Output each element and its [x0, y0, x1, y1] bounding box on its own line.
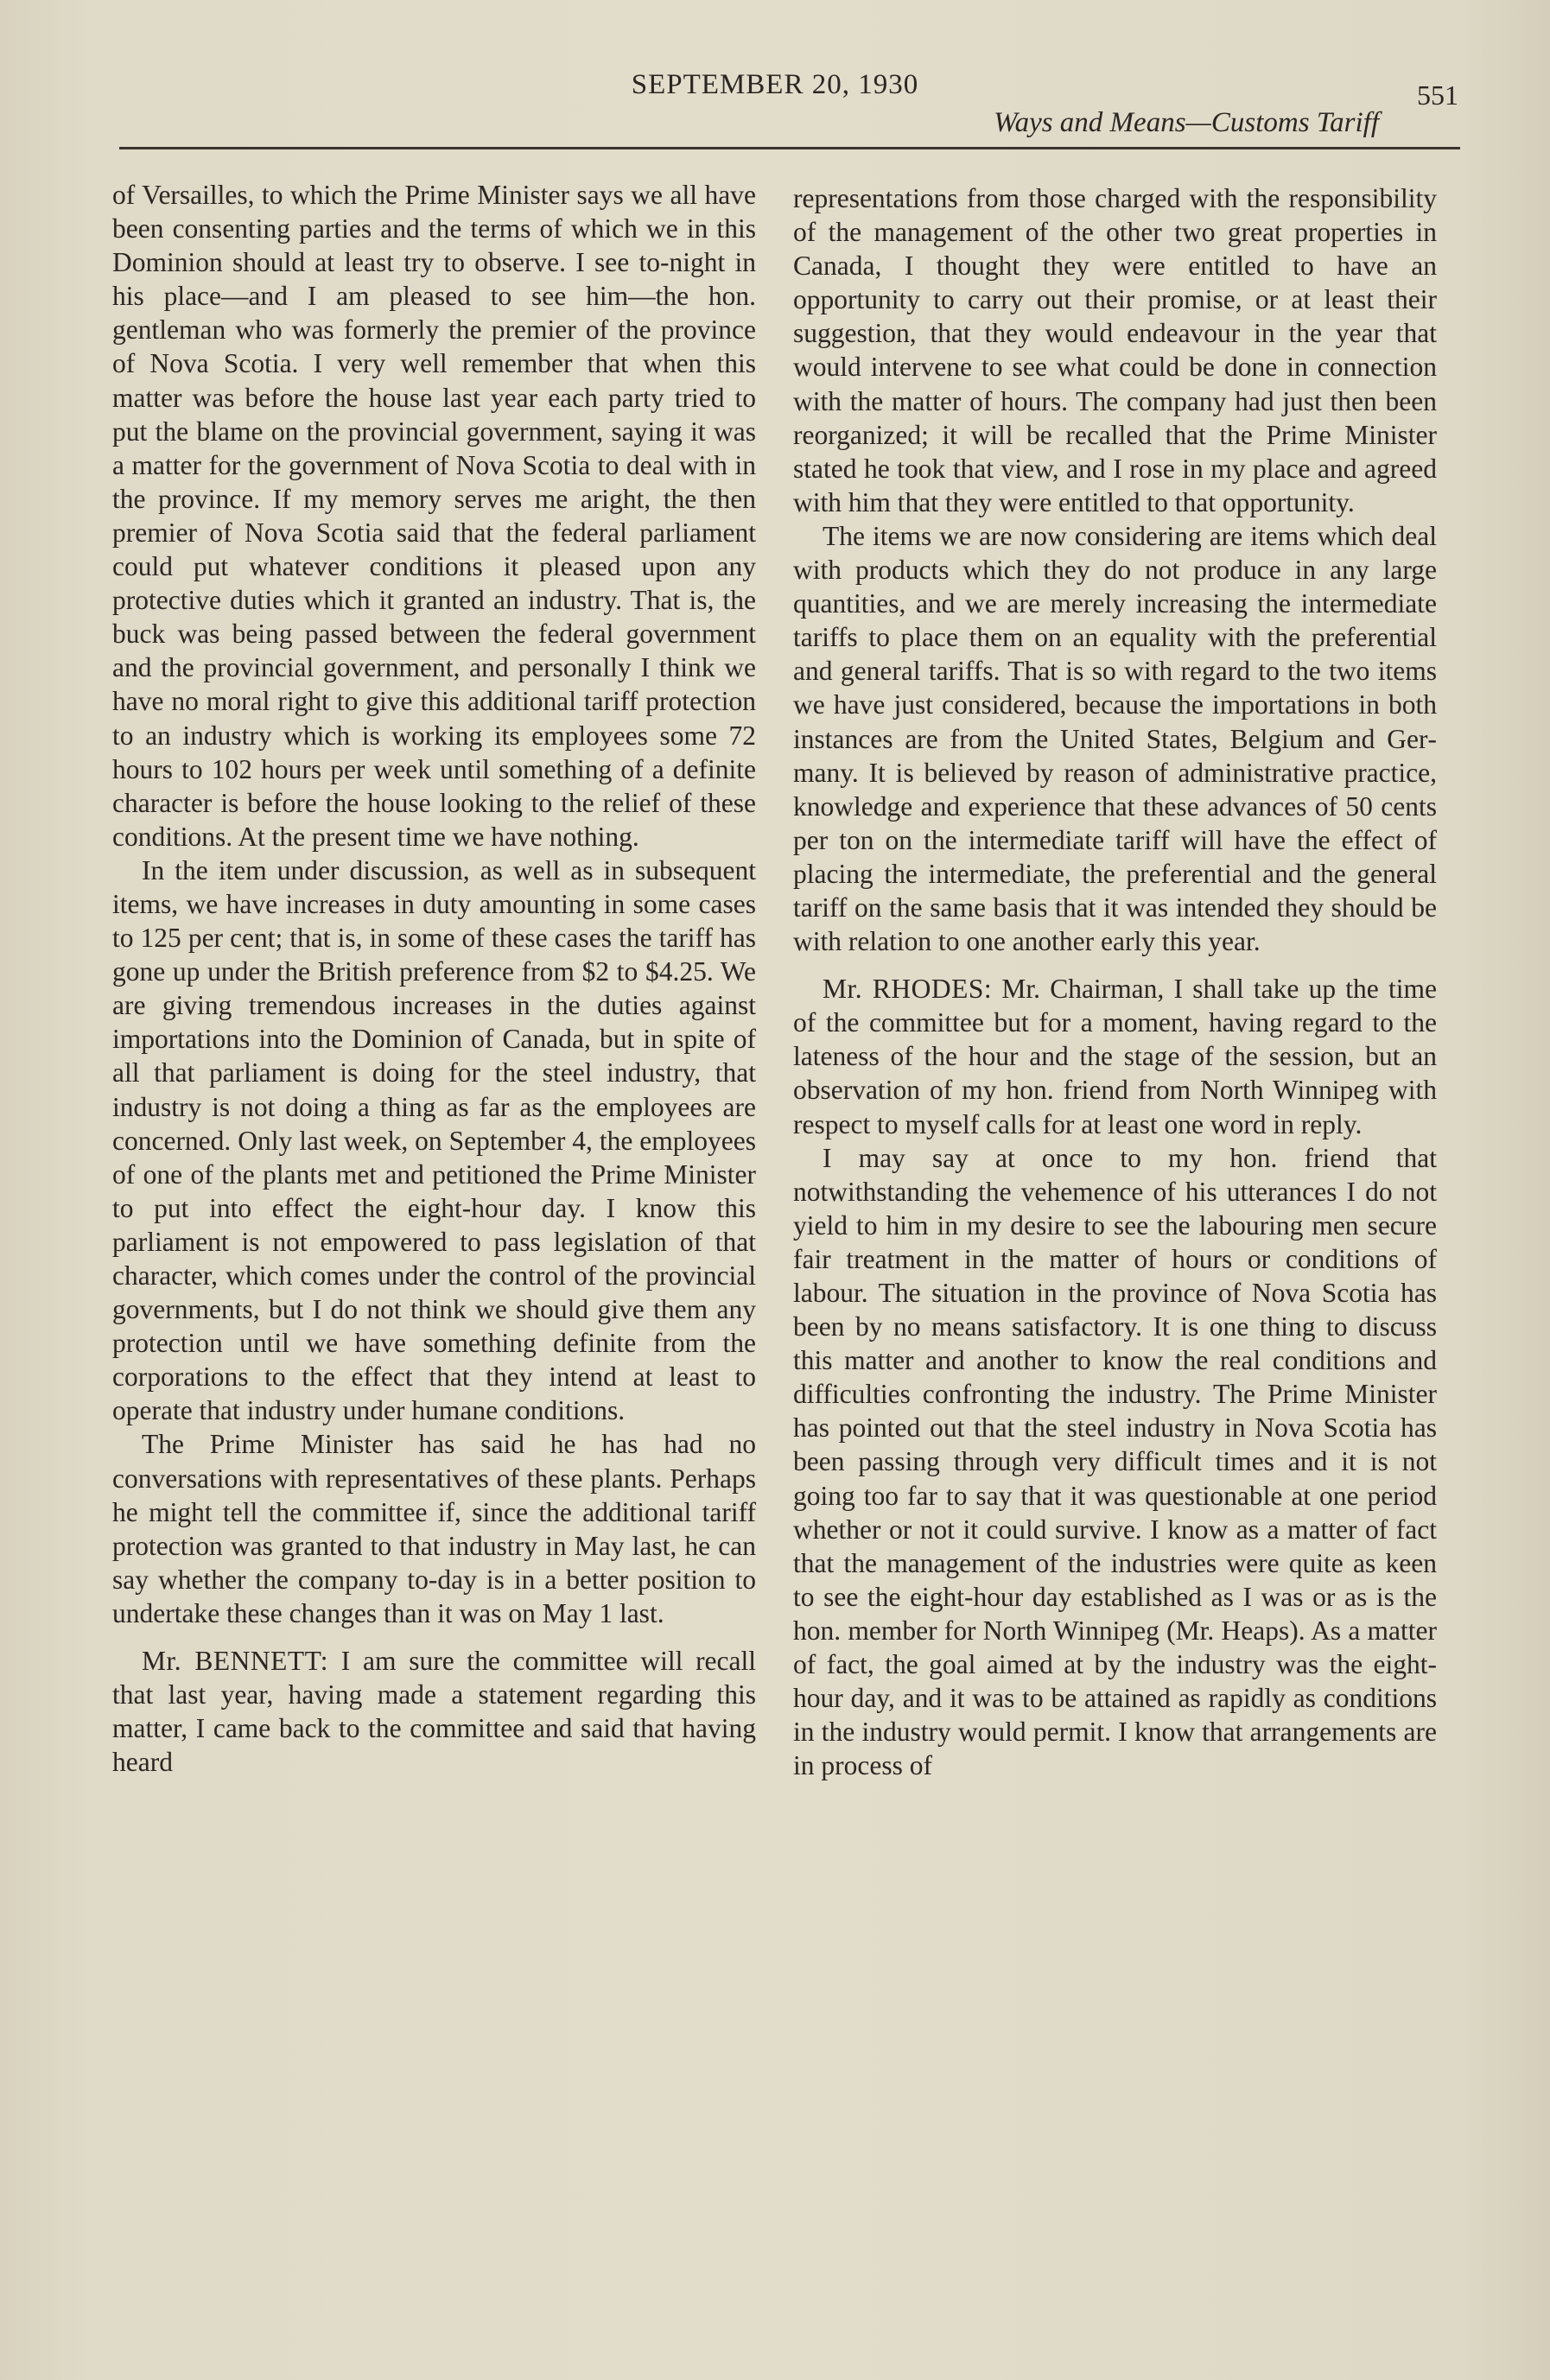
- page-date-header: SEPTEMBER 20, 1930: [631, 69, 919, 100]
- paragraph: representations from those charged with the responsibility of the management of the other two great properties in Canada, I thought they were entitled to have an opportunity to carry out their promise, or at least their suggestion, that they would endeavour in the year that would intervene to see what could be done in connection with the matter of hours. The company had just then been reorganized; it will be recalled that the Prime Minister stated he took that view, and I rose in my place and agreed with him that they were entitled to that opportunity.: [793, 183, 1437, 517]
- speech-paragraph: [793, 972, 1437, 1140]
- paragraph: The Prime Minister has said he has had no conversations with representatives of these plants. Perhaps he might tell the committee if, since the additional tariff protection was granted to that industry in May last, he can say whether the company to-day is in a better position to undertake these changes than it was on May 1 last.: [112, 1429, 756, 1628]
- speaker-name: Mr. BENNETT:: [142, 1646, 329, 1677]
- paragraph: In the item under discussion, as well as in subsequent items, we have increases in duty amounting in some cases to 125 per cent; that is, in some of these cases the tariff has gone up under the British preference from $2 to $4.25. We are giving tremendous increases in the duties against importations into the Dominion of Canada, but in spite of all that parliament is doing for the steel industry, that industry is not doing a thing as far as the employees are concerned. Only last week, on September 4, the employees of one of the plants met and petitioned the Prime Minister to put into effect the eight-hour day. I know this parliament is not empowered to pass legislation of that character, which comes under the control of the provincial governments, but I do not think we should give them any protection until we have something definite from the corporations to the effect that they intend at least to operate that industry under humane conditions.: [112, 854, 756, 1426]
- left-column: [112, 178, 756, 1779]
- speaker-name: Mr. RHODES:: [823, 974, 993, 1005]
- page-number: 551: [1417, 79, 1458, 111]
- speech-text: I am sure the committee will recall that last year, having made a statement regarding this matter, I came back to the committee and said that having heard: [112, 1646, 756, 1778]
- paragraph: of Versailles, to which the Prime Minister says we all have been consenting parties and the terms of which we in this Dominion should at least try to observe. I see to-night in his place—and I am pleased to see him—the hon. gentleman who was formerly the premier of the province of Nova Scotia. I very well remember that when this matter was before the house last year each party tried to put the blame on the provincial government, saying it was a matter for the government of Nova Scotia to deal with in the province. If my memory serves me aright, the then premier of Nova Scotia said that the federal parliament could put whatever conditions it pleased upon any protective duties which it granted an industry. That is, the buck was being passed between the federal government and the provincial government, and personally I think we have no moral right to give this additional tariff protection to an industry which is working its employees some 72 hours to 102 hours per week until something of a definite character is before the house looking to the relief of these conditions. At the present time we have nothing.: [112, 180, 756, 852]
- speech-text: Mr. Chairman, I shall take up the time of the committee but for a moment, having regard to the lateness of the hour and the stage of the session, but an observation of my hon. friend from North Winnipeg with respect to myself calls for at least one word in reply.: [793, 974, 1437, 1139]
- section-header: Ways and Means—Customs Tariff: [994, 107, 1379, 138]
- right-column: [793, 181, 1437, 1782]
- speech-paragraph: [112, 1644, 756, 1779]
- paragraph: The items we are now considering are items which deal with products which they do not produce in any large quantities, and we are merely increasing the intermediate tariffs to place them on an equality with the preferential and general tariffs. That is so with regard to the two items we have just considered, because the importations in both instances are from the United States, Belgium and Germany. It is believed by reason of administrative practice, knowledge and experience that these advances of 50 cents per ton on the intermediate tariff will have the effect of placing the intermediate, the preferential and the general tariff on the same basis that it was intended they should be with relation to one another early this year.: [793, 520, 1437, 957]
- paragraph: I may say at once to my hon. friend that notwithstanding the vehemence of his utterances I do not yield to him in my desire to see the labouring men secure fair treatment in the matter of hours or conditions of labour. The situation in the province of Nova Scotia has been by no means satisfactory. It is one thing to discuss this matter and another to know the real conditions and difficulties confronting the industry. The Prime Minister has pointed out that the steel industry in Nova Scotia has been passing through very difficult times and it is not going too far to say that it was questionable at one period whether or not it could survive. I know as a matter of fact that the management of the industries were quite as keen to see the eight-hour day established as I was or as is the hon. member for North Winnipeg (Mr. Heaps). As a matter of fact, the goal aimed at by the industry was the eight-hour day, and it was to be attained as rapidly as conditions in the industry would permit. I know that arrangements are in process of: [793, 1142, 1437, 1781]
- header-rule: [119, 147, 1460, 149]
